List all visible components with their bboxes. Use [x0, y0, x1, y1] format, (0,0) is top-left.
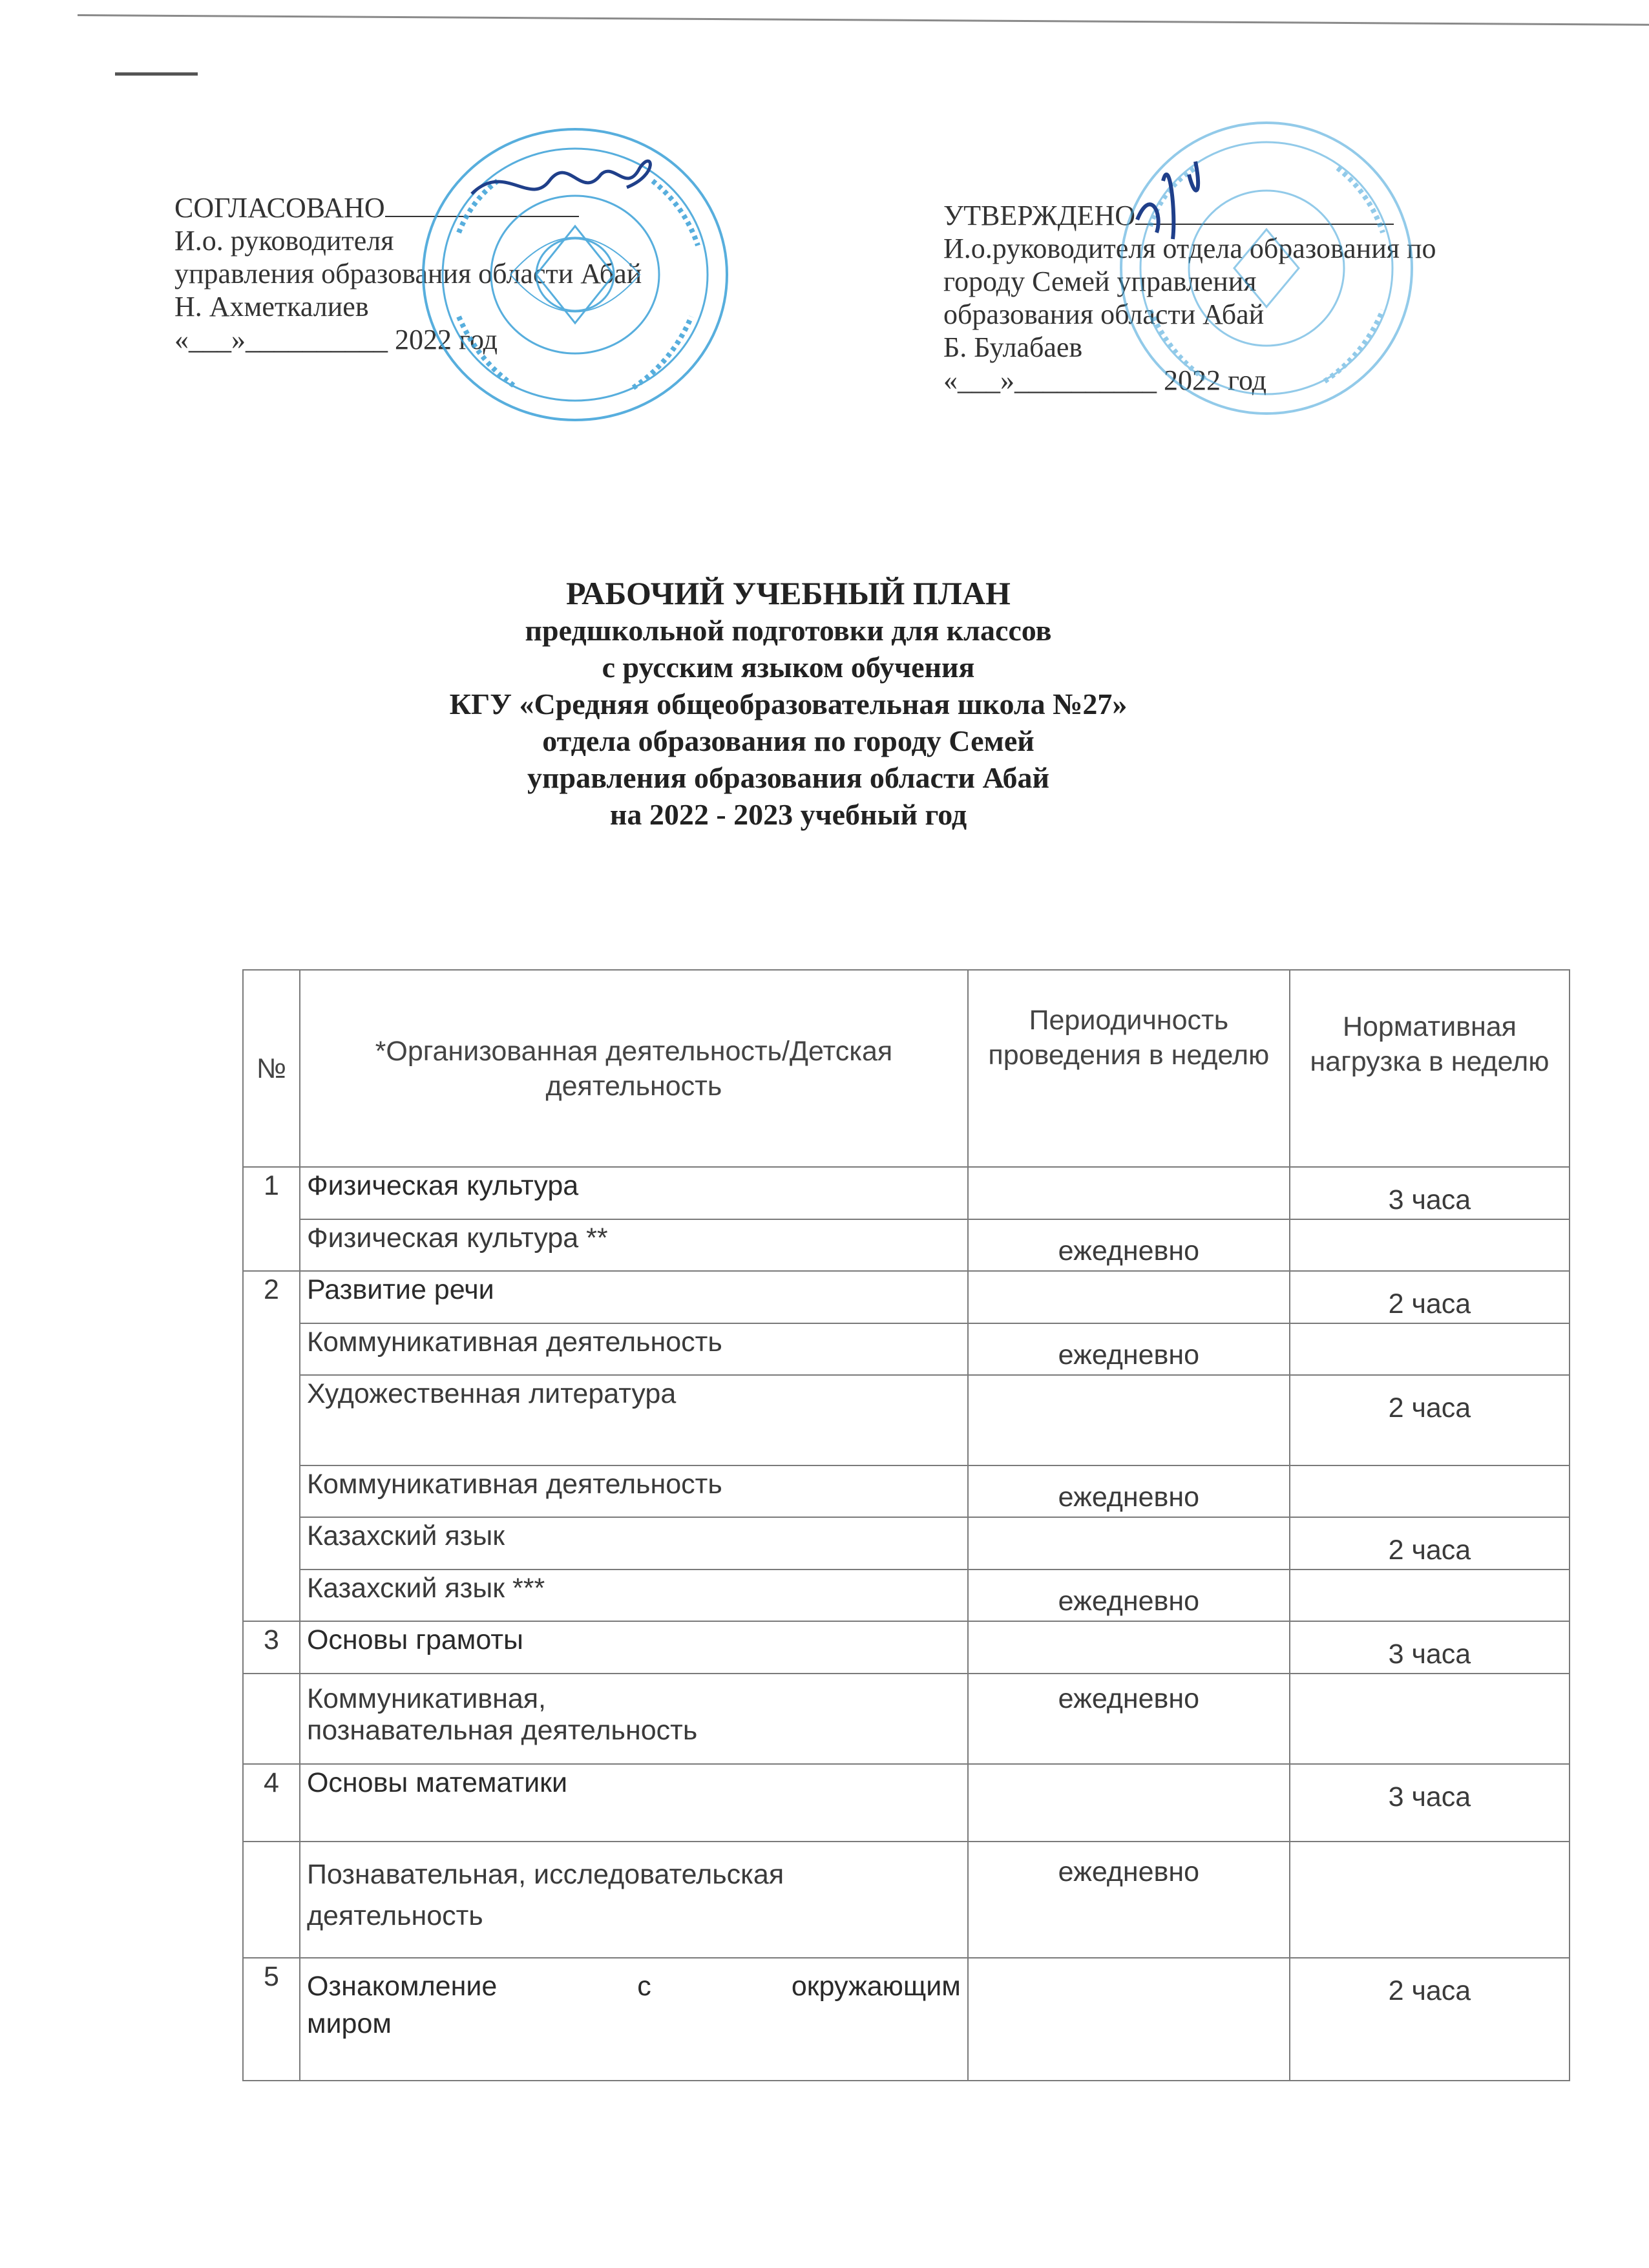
curriculum-table: [242, 969, 1570, 2081]
activity-name: [300, 1958, 968, 2081]
approval-approved-date: «___»__________ 2022 год: [943, 364, 1267, 396]
activity-word: Ознакомление: [306, 1971, 498, 2002]
periodicity-cell: ежедневно: [968, 1465, 1290, 1517]
official-stamp-left: [414, 123, 737, 426]
activity-name: Коммуникативная деятельность: [300, 1323, 968, 1375]
table-row: [243, 1958, 1570, 2081]
row-number: 5: [243, 1958, 300, 2081]
row-number: 2: [243, 1271, 300, 1621]
activity-name: Казахский язык: [300, 1517, 968, 1570]
activity-name: Физическая культура: [300, 1167, 968, 1219]
activity-name: Физическая культура **: [300, 1219, 968, 1271]
approval-agreed-position: И.о. руководителя: [174, 225, 394, 257]
approval-approved-department: образования области Абай: [943, 299, 1265, 330]
activity-name: Основы грамоты: [300, 1621, 968, 1674]
activity-name-line: Коммуникативная,: [306, 1683, 546, 1714]
table-header-row: [243, 970, 1570, 1167]
periodicity-cell: ежедневно: [968, 1674, 1290, 1764]
load-cell: [1290, 1570, 1570, 1621]
load-cell: 2 часа: [1290, 1517, 1570, 1570]
load-cell: 3 часа: [1290, 1621, 1570, 1674]
title-line-5: отдела образования по городу Семей: [542, 724, 1035, 757]
periodicity-cell: [968, 1167, 1290, 1219]
header-load: Нормативная нагрузка в неделю: [1290, 970, 1570, 1167]
activity-name-line: Познавательная, исследовательская: [306, 1859, 784, 1890]
periodicity-cell: [968, 1375, 1290, 1465]
periodicity-cell: [968, 1764, 1290, 1842]
approval-approved-position: И.о.руководителя отдела образования по: [943, 233, 1436, 264]
table-row: [243, 1570, 1570, 1621]
table-row: [243, 1674, 1570, 1764]
header-num: №: [243, 970, 300, 1167]
top-scan-edge-line: [78, 14, 1649, 26]
table-row: [243, 1764, 1570, 1842]
row-number: 3: [243, 1621, 300, 1674]
periodicity-cell: [968, 1517, 1290, 1570]
official-stamp-right: [1111, 116, 1422, 420]
title-line-1: РАБОЧИЙ УЧЕБНЫЙ ПЛАН: [566, 575, 1011, 611]
periodicity-cell: [968, 1958, 1290, 2081]
activity-name: [300, 1674, 968, 1764]
load-cell: 2 часа: [1290, 1375, 1570, 1465]
periodicity-cell: ежедневно: [968, 1570, 1290, 1621]
periodicity-cell: [968, 1621, 1290, 1674]
load-cell: 3 часа: [1290, 1764, 1570, 1842]
signature-scribble-left: [472, 161, 650, 194]
table-row: [243, 1323, 1570, 1375]
load-cell: 2 часа: [1290, 1958, 1570, 2081]
row-number: [243, 1842, 300, 1958]
activity-word: с: [637, 1971, 651, 2002]
approval-approved-position-cont: городу Семей управления: [943, 266, 1257, 297]
header-activity: *Организованная деятельность/Детская деятельность: [300, 970, 968, 1167]
row-number: 4: [243, 1764, 300, 1842]
table-row: [243, 1842, 1570, 1958]
header-periodicity: Периодичность проведения в неделю: [968, 970, 1290, 1167]
periodicity-cell: [968, 1271, 1290, 1323]
table-row: [243, 1621, 1570, 1674]
table-row: [243, 1167, 1570, 1219]
load-cell: 3 часа: [1290, 1167, 1570, 1219]
periodicity-cell: ежедневно: [968, 1219, 1290, 1271]
table-row: [243, 1271, 1570, 1323]
table-row: [243, 1219, 1570, 1271]
activity-name: Коммуникативная деятельность: [300, 1465, 968, 1517]
load-cell: [1290, 1674, 1570, 1764]
activity-name: [300, 1842, 968, 1958]
title-line-3: с русским языком обучения: [602, 651, 975, 684]
title-line-2: предшкольной подготовки для классов: [525, 614, 1052, 647]
approval-agreed-date: «___»__________ 2022 год: [174, 324, 498, 355]
table-row: [243, 1517, 1570, 1570]
load-cell: [1290, 1842, 1570, 1958]
activity-name-line: деятельность: [306, 1900, 483, 1931]
activity-name-line: познавательная деятельность: [306, 1715, 698, 1746]
activity-name: Развитие речи: [300, 1271, 968, 1323]
load-cell: [1290, 1465, 1570, 1517]
table-row: [243, 1465, 1570, 1517]
row-number: 1: [243, 1167, 300, 1271]
title-line-4: КГУ «Средняя общеобразовательная школа №27»: [449, 688, 1128, 720]
title-line-7: на 2022 - 2023 учебный год: [609, 798, 967, 831]
load-cell: 2 часа: [1290, 1271, 1570, 1323]
row-number: [243, 1674, 300, 1764]
corner-scan-mark: [115, 72, 198, 76]
periodicity-cell: ежедневно: [968, 1323, 1290, 1375]
approval-approved-name: Б. Булабаев: [943, 331, 1083, 363]
approval-heading-approved: УТВЕРЖДЕНО: [943, 200, 1136, 231]
table-row: [243, 1375, 1570, 1465]
approval-heading-agreed: СОГЛАСОВАНО: [174, 192, 385, 224]
load-cell: [1290, 1219, 1570, 1271]
document-title: [336, 575, 1241, 833]
activity-word: окружающим: [791, 1971, 961, 2002]
periodicity-cell: ежедневно: [968, 1842, 1290, 1958]
activity-name-line: миром: [306, 2008, 392, 2039]
load-cell: [1290, 1323, 1570, 1375]
activity-name: Основы математики: [300, 1764, 968, 1842]
approval-agreed-department: управления образования области Абай: [174, 258, 642, 289]
title-line-6: управления образования области Абай: [527, 761, 1049, 794]
activity-name-line: [307, 1968, 961, 2005]
approval-agreed-name: Н. Ахметкалиев: [174, 291, 369, 322]
activity-name: Казахский язык ***: [300, 1570, 968, 1621]
activity-name: Художественная литература: [300, 1375, 968, 1465]
